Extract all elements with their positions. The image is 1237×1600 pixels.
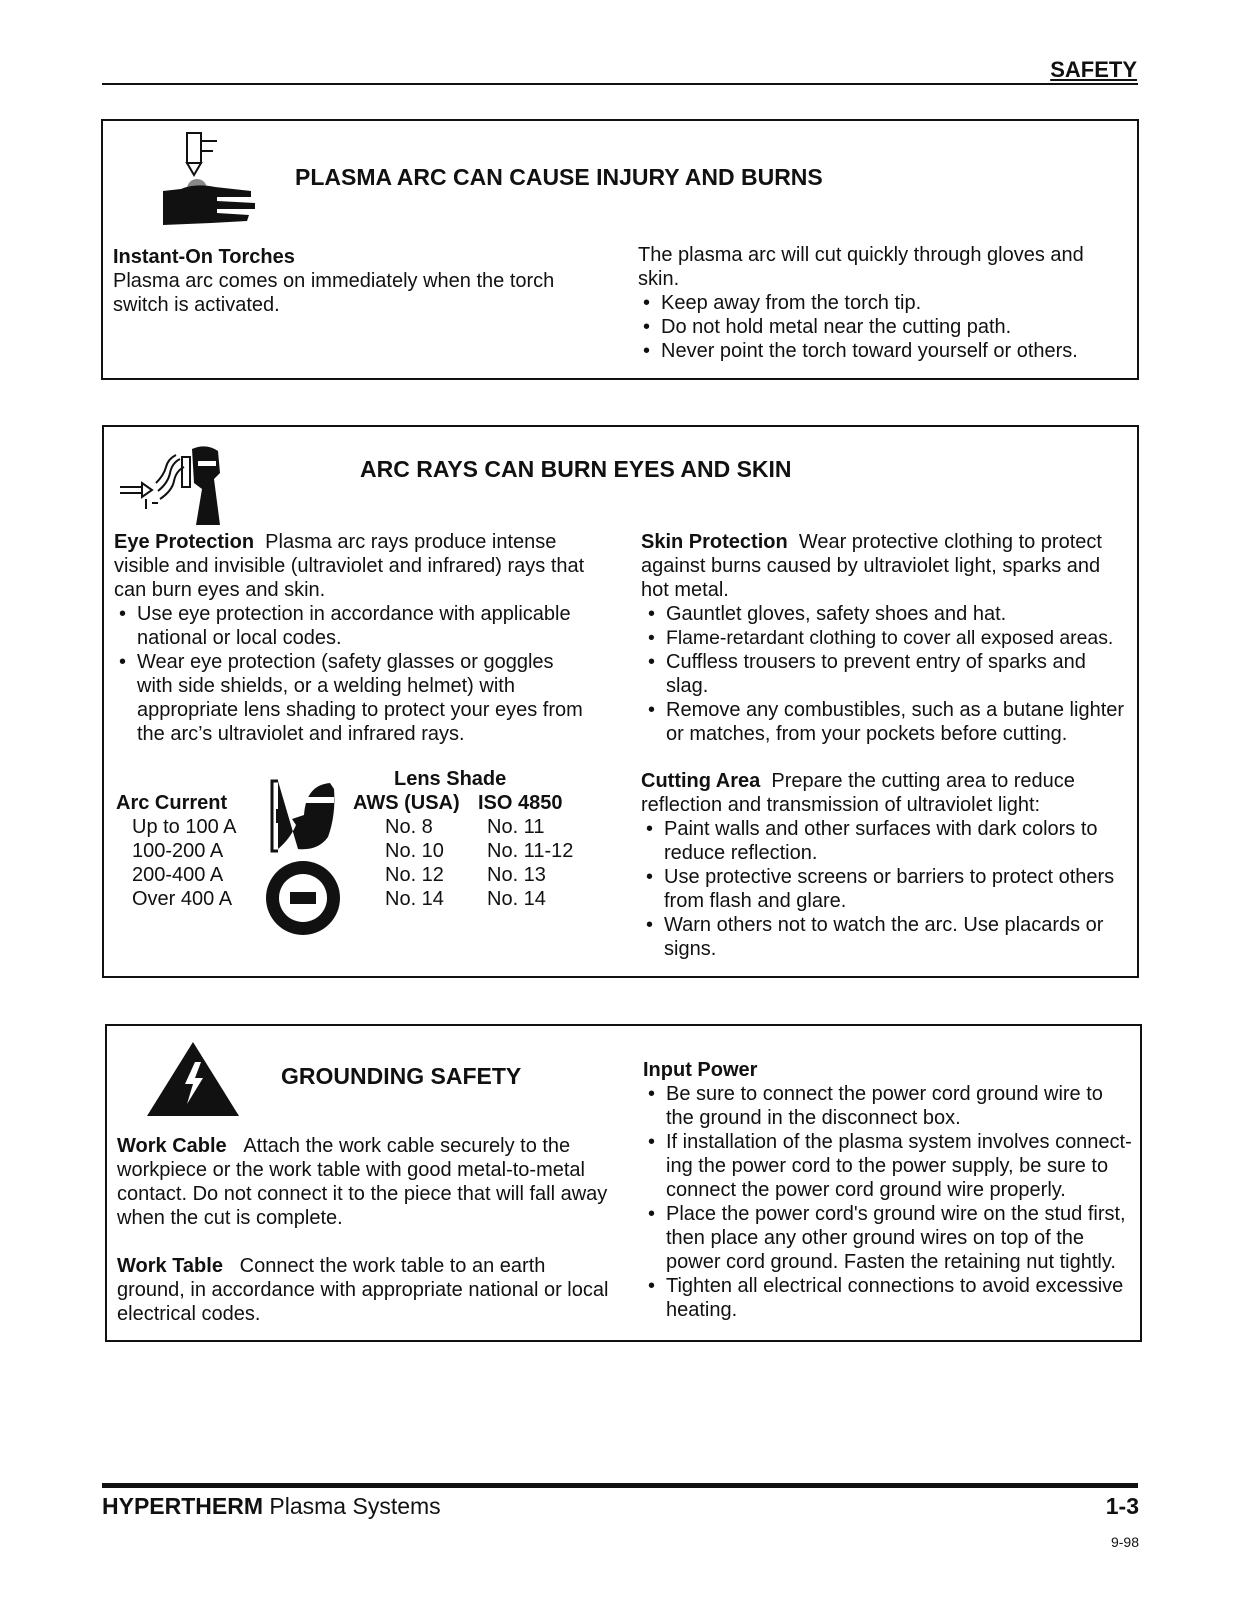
electrical-hazard-icon: [145, 1040, 241, 1118]
work-cable-text: Attach the work cable securely to the workpiece or the work table with good metal-to-metal contact. Do not connect it to the piece that will fall away when the cut is complete.: [117, 1135, 608, 1229]
arc-rays-warning-box: [102, 425, 1139, 978]
eye-protection-text: Plasma arc rays produce intense visible and invisible (ultraviolet and infrared) rays that can burn eyes and skin.: [114, 531, 585, 601]
aws-cell: No. 14: [385, 888, 444, 910]
list-item: • Wear eye protection (safety glasses or goggles with side shields, or a welding helmet) with appropriate lens shading to protect your eyes from the arc’s ultraviolet and infrared rays.: [114, 650, 602, 746]
welding-helmet-icon: [270, 775, 340, 855]
footer-rule: [102, 1483, 1138, 1488]
revision-date: 9-98: [1110, 1534, 1139, 1550]
list-item: • Never point the torch toward yourself or others.: [638, 339, 1108, 363]
cutting-area-heading: Cutting Area: [641, 770, 761, 792]
input-power-heading: Input Power: [643, 1059, 758, 1081]
safety-goggles-icon: [264, 859, 342, 937]
header-rule: [102, 83, 1138, 85]
list-item: • If installation of the plasma system involves connect-ing the power cord to the power supply, be sure to connect the power cord ground wire properly.: [643, 1130, 1135, 1202]
iso-header: ISO 4850: [478, 792, 563, 814]
table-row: [104, 863, 624, 887]
list-item: • Place the power cord's ground wire on the stud first, then place any other ground wires on top of the power cord ground. Fasten the retaining nut tightly.: [643, 1202, 1135, 1274]
list-item: • Warn others not to watch the arc. Use placards or signs.: [641, 913, 1131, 961]
footer-brand-bold: HYPERTHERM: [102, 1493, 264, 1519]
eye-protection-bullets: [114, 602, 602, 746]
input-power-column: [643, 1058, 1135, 1322]
grounding-safety-box: [105, 1024, 1142, 1342]
plasma-cut-column: [638, 243, 1108, 363]
torch-hand-icon: [155, 131, 265, 231]
eye-protection-heading: Eye Protection: [114, 531, 255, 553]
arc-current-cell: Over 400 A: [132, 888, 233, 910]
list-item: • Use protective screens or barriers to protect others from flash and glare.: [641, 865, 1131, 913]
eye-protection-paragraph: [114, 530, 602, 602]
instant-on-column: [113, 245, 583, 317]
grounding-title: GROUNDING SAFETY: [281, 1063, 522, 1089]
plasma-arc-warning-box: [101, 119, 1139, 380]
eye-protection-column: [114, 530, 602, 746]
iso-cell: No. 11: [487, 816, 545, 838]
plasma-cut-text: The plasma arc will cut quickly through gloves and skin.: [638, 244, 1084, 290]
footer-brand-rest: Plasma Systems: [269, 1493, 441, 1519]
table-row: [104, 815, 624, 839]
list-item: • Use eye protection in accordance with applicable national or local codes.: [114, 602, 602, 650]
arc-current-cell: Up to 100 A: [132, 816, 237, 838]
table-row: [104, 839, 624, 863]
section-title: SAFETY: [1050, 57, 1137, 82]
work-table-paragraph: [117, 1254, 611, 1326]
list-item: • Flame-retardant clothing to cover all exposed areas.: [643, 626, 1131, 650]
cutting-area-paragraph: [641, 769, 1131, 817]
aws-cell: No. 12: [385, 864, 444, 886]
iso-cell: No. 11-12: [487, 840, 574, 862]
arc-current-cell: 200-400 A: [132, 864, 224, 886]
aws-cell: No. 8: [385, 816, 433, 838]
work-cable-heading: Work Cable: [117, 1135, 227, 1157]
skin-protection-heading: Skin Protection: [641, 531, 788, 553]
instant-on-text: Plasma arc comes on immediately when the torch switch is activated.: [113, 270, 555, 316]
lens-shade-group-header: Lens Shade: [394, 768, 507, 790]
list-item: • Do not hold metal near the cutting path.: [638, 315, 1108, 339]
work-cable-paragraph: [117, 1134, 611, 1230]
aws-header: AWS (USA): [353, 792, 460, 814]
cutting-area-column: [641, 769, 1131, 961]
list-item: • Remove any combustibles, such as a butane lighter or matches, from your pockets before cutting.: [643, 698, 1131, 746]
arc-rays-title: ARC RAYS CAN BURN EYES AND SKIN: [360, 456, 792, 482]
list-item: • Keep away from the torch tip.: [638, 291, 1108, 315]
instant-on-heading: Instant-On Torches: [113, 246, 295, 268]
plasma-arc-title: PLASMA ARC CAN CAUSE INJURY AND BURNS: [295, 164, 823, 190]
list-item: • Be sure to connect the power cord ground wire to the ground in the disconnect box.: [643, 1082, 1135, 1130]
iso-cell: No. 14: [487, 888, 546, 910]
skin-protection-text: Wear protective clothing to protect against burns caused by ultraviolet light, sparks and hot metal.: [641, 531, 1102, 601]
iso-cell: No. 13: [487, 864, 546, 886]
skin-protection-column: [641, 530, 1131, 746]
input-power-bullets: [643, 1082, 1135, 1322]
list-item: • Cuffless trousers to prevent entry of sparks and slag.: [643, 650, 1131, 698]
list-item: • Tighten all electrical connections to avoid excessive heating.: [643, 1274, 1135, 1322]
skin-protection-bullets: [643, 602, 1131, 746]
footer-brand: [102, 1494, 441, 1518]
work-table-text: Connect the work table to an earth ground, in accordance with appropriate national or local electrical codes.: [117, 1255, 609, 1325]
lens-shade-table: [104, 767, 624, 947]
table-row: [104, 887, 624, 911]
arc-rays-helmet-icon: [116, 439, 234, 527]
list-item: • Gauntlet gloves, safety shoes and hat.: [643, 602, 1131, 626]
work-table-heading: Work Table: [117, 1255, 223, 1277]
arc-current-cell: 100-200 A: [132, 840, 224, 862]
skin-protection-paragraph: [641, 530, 1131, 602]
work-cable-column: [117, 1134, 611, 1326]
plasma-cut-bullets: [638, 291, 1108, 363]
list-item: • Paint walls and other surfaces with dark colors to reduce reflection.: [641, 817, 1131, 865]
cutting-area-bullets: [641, 817, 1131, 961]
aws-cell: No. 10: [385, 840, 444, 862]
arc-current-header: Arc Current: [116, 792, 228, 814]
cutting-area-text: Prepare the cutting area to reduce reflection and transmission of ultraviolet light:: [641, 770, 1075, 816]
page-number: 1-3: [1105, 1493, 1139, 1519]
